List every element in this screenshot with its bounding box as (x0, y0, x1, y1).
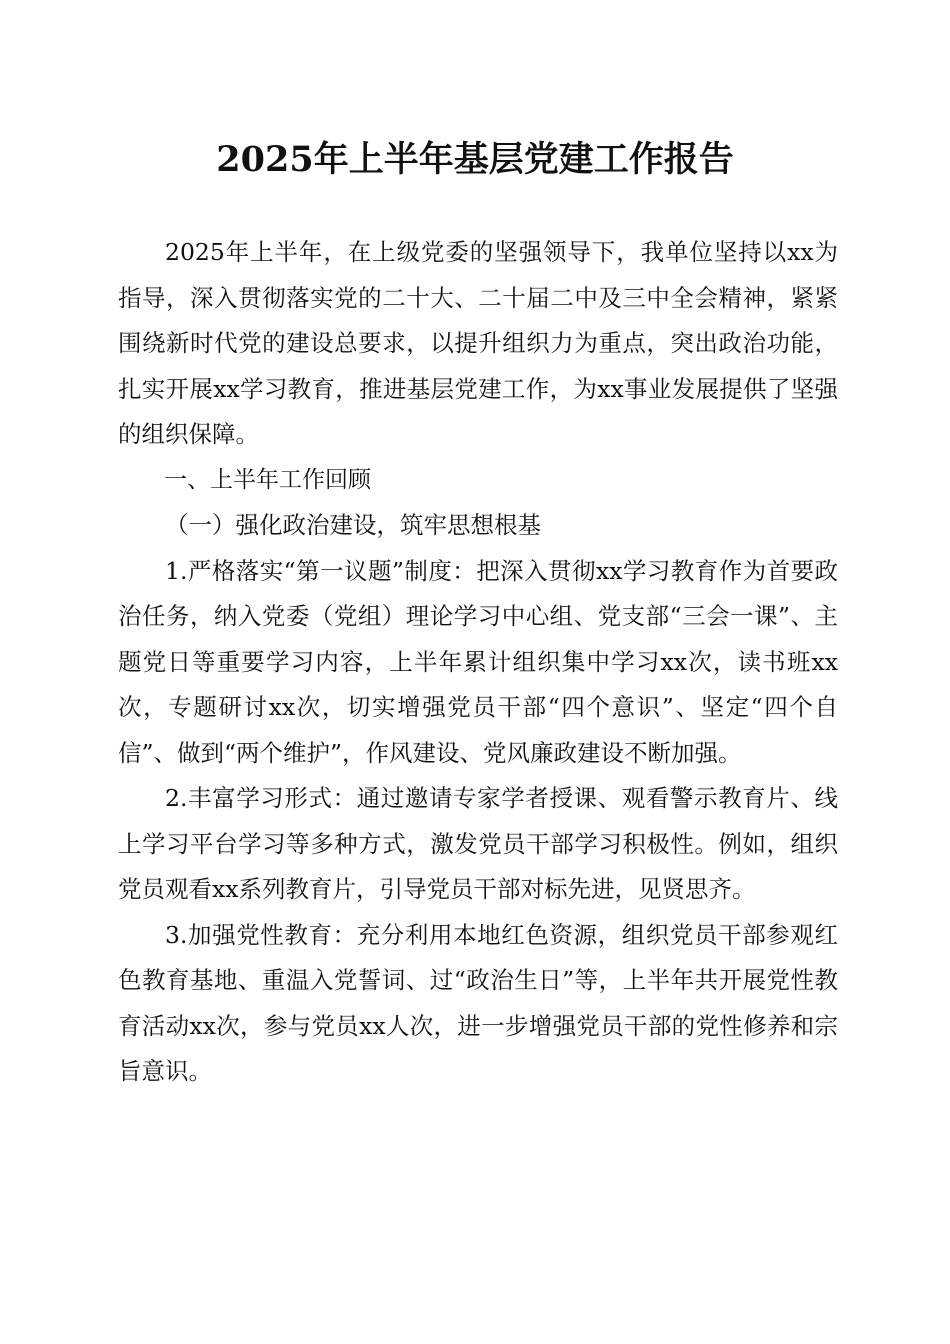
document-title: 2025年上半年基层党建工作报告 (216, 139, 734, 180)
item-paragraph-learning-forms: 2.丰富学习形式：通过邀请专家学者授课、观看警示教育片、线上学习平台学习等多种方式，激发党员干部学习积极性。例如，组织党员观看xx系列教育片，引导党员干部对标先进，见贤思齐。 (118, 784, 838, 903)
subsection-heading-political-building: （一）强化政治建设，筑牢思想根基 (165, 511, 541, 539)
item-paragraph-party-education: 3.加强党性教育：充分利用本地红色资源，组织党员干部参观红色教育基地、重温入党誓词、过“政治生日”等，上半年共开展党性教育活动xx次，参与党员xx人次，进一步增强党员干部的党性修养和宗旨意识。 (118, 920, 838, 1085)
section-heading-work-review: 一、上半年工作回顾 (164, 466, 371, 493)
item-paragraph-first-topic: 1.严格落实“第一议题”制度：把深入贯彻xx学习教育作为首要政治任务，纳入党委（党组）理论学习中心组、党支部“三会一课”、主题党日等重要学习内容，上半年累计组织集中学习xx次，读书班xx次，专题研讨xx次，切实增强党员干部“四个意识”、坚定“四个自信”、做到“两个维护”，作风建设、党风廉政建设不断加强。 (118, 556, 838, 767)
intro-paragraph: 2025年上半年，在上级党委的坚强领导下，我单位坚持以xx为指导，深入贯彻落实党的二十大、二十届二中及三中全会精神，紧紧围绕新时代党的建设总要求，以提升组织力为重点，突出政治功能，扎实开展xx学习教育，推进基层党建工作，为xx事业发展提供了坚强的组织保障。 (118, 238, 838, 448)
document-body (118, 230, 838, 1095)
